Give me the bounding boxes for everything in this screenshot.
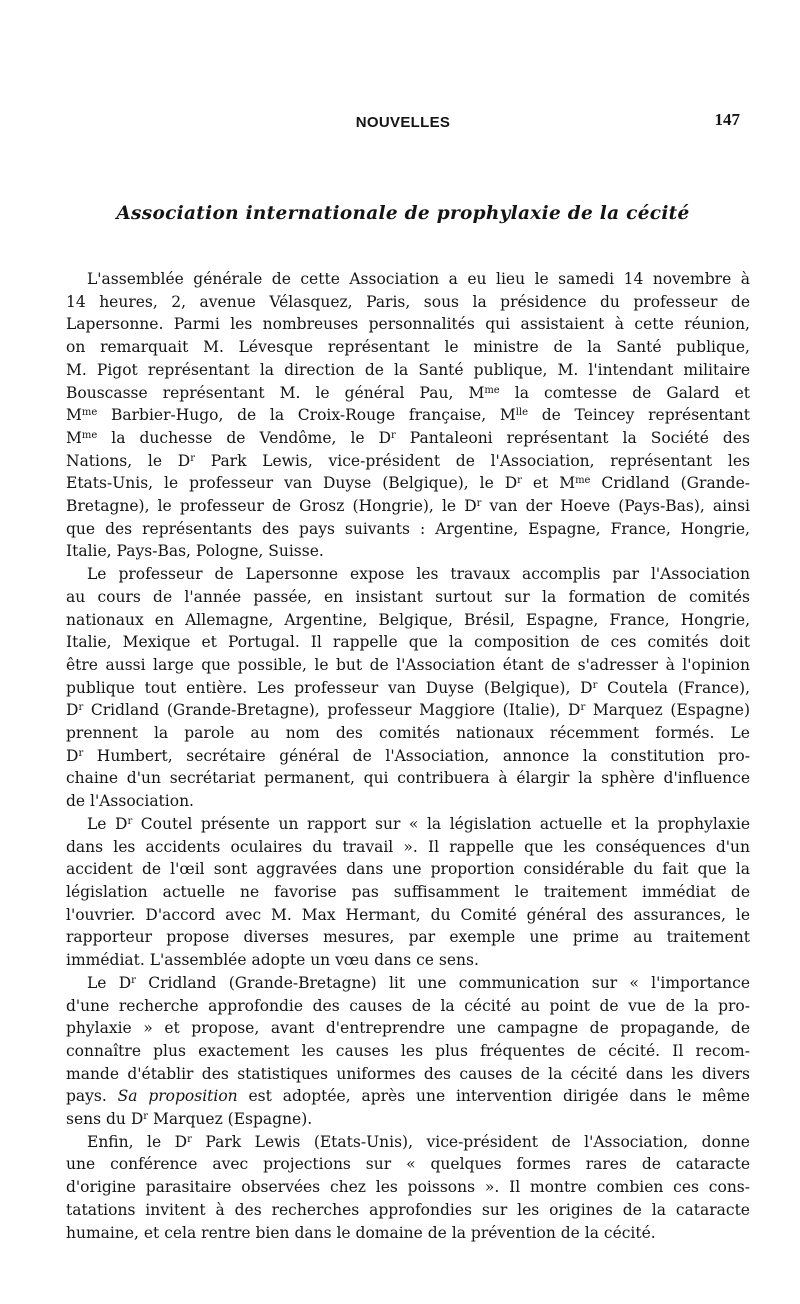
superscript: r [391,429,396,441]
text-line: nationaux en Allemagne, Argentine, Belgique, Brésil, Espagne, France, Hongrie, [66,610,750,629]
text-line: L'assemblée générale de cette Association a eu lieu le samedi 14 novembre à [87,270,750,288]
superscript: r [131,974,136,986]
text-line: 14 heures, 2, avenue Vélasquez, Paris, sous la présidence du professeur de [66,292,750,311]
text-line: $M^{me}$ Barbier-Hugo, de la Croix-Rouge française, $M^{lle}$ de Teincey représentant [66,406,750,425]
text-line: Italie, Pays-Bas, Pologne, Suisse. [66,542,324,561]
superscript: r [187,1133,192,1145]
article-title: Association internationale de prophylaxie de la cécité [116,203,690,224]
text-line: rapporteur propose diverses mesures, par exemple une prime au traitement [66,928,750,947]
text-line: législation actuelle ne favorise pas suffisamment le traitement immédiat de [66,882,750,901]
text-line: humaine, et cela rentre bien dans le domaine de la prévention de la cécité. [66,1223,656,1242]
superscript: me [81,429,98,441]
superscript: r [127,815,133,827]
text-line: phylaxie » et propose, avant d'entreprendre une campagne de propagande, de [66,1019,750,1038]
text-line: Le professeur de Lapersonne expose les travaux accomplis par l'Association [87,565,750,584]
text-line: sens du $D^r$ Marquez (Espagne). [66,1110,313,1129]
text-line: l'ouvrier. D'accord avec M. Max Hermant, du Comité général des assurances, le [66,905,750,924]
text-line: Le $D^r$ Cridland (Grande-Bretagne) lit une communication sur « l'importance [87,973,750,992]
text-line: $D^r$ Cridland (Grande-Bretagne), professeur Maggiore (Italie), $D^r$ Marquez (Espagne) [66,701,750,720]
text-line: tatations invitent à des recherches approfondies sur les origines de la cataracte [66,1200,750,1219]
text-line: publique tout entière. Les professeur van Duyse (Belgique), $D^r$ Coutela (France), [66,678,750,697]
text-line: chaine d'un secrétariat permanent, qui contribuera à élargir la sphère d'influence [66,769,750,788]
superscript: r [592,679,598,691]
text-line: mande d'établir des statistiques uniformes des causes de la cécité dans les divers [66,1064,750,1083]
text-line: que des représentants des pays suivants : Argentine, Espagne, France, Hongrie, [66,519,750,538]
running-title: NOUVELLES [355,114,451,131]
text-line: M. Pigot représentant la direction de la Santé publique, M. l'intendant militaire [66,360,750,379]
text-line: on remarquait M. Lévesque représentant le ministre de la Santé publique, [66,338,750,357]
text-line: une conférence avec projections sur « quelques formes rares de cataracte [66,1155,750,1174]
text-line: d'origine parasitaire observées chez les poissons ». Il montre combien ces cons- [66,1178,750,1197]
superscript: lle [515,407,529,419]
paragraph [66,972,750,1131]
superscript: me [81,407,98,419]
text-line: Bretagne), le professeur de Grosz (Hongrie), le $D^r$ van der Hoeve (Pays-Bas), ainsi [66,497,750,516]
paragraph [66,1131,750,1245]
text-line: $M^{me}$ la duchesse de Vendôme, le $D^r$ Pantaleoni représentant la Société des [66,428,750,447]
text-line: Enfin, le $D^r$ Park Lewis (Etats-Unis), vice-président de l'Association, donne [87,1132,750,1151]
text-line: Lapersonne. Parmi les nombreuses personnalités qui assistaient à cette réunion, [66,315,750,334]
article-body [66,268,750,1244]
text-line: immédiat. L'assemblée adopte un vœu dans ce sens. [66,951,479,970]
superscript: r [78,747,84,759]
text-line: prennent la parole au nom des comités nationaux récemment formés. Le [66,724,750,743]
text-line: être aussi large que possible, le but de l'Association étant de s'adresser à l'opinion [66,655,750,674]
paragraph [66,813,750,972]
text-line: connaître plus exactement les causes les plus fréquentes de cécité. Il recom- [66,1041,750,1060]
page-number: 147 [714,110,740,129]
italic-text: Sa proposition [117,1087,238,1106]
text-line: dans les accidents oculaires du travail ». Il rappelle que les conséquences d'un [66,837,750,856]
superscript: me [484,384,500,396]
text-line: au cours de l'année passée, en insistant surtout sur la formation de comités [66,587,750,606]
text-line: Etats-Unis, le professeur van Duyse (Belgique), le $D^r$ et $M^{me}$ Cridland (Grande- [66,474,750,493]
superscript: r [517,475,522,487]
text-line: Italie, Mexique et Portugal. Il rappelle que la composition de ces comités doit [66,633,750,652]
superscript: r [190,452,195,464]
superscript: r [580,702,586,714]
text-line: Bouscasse représentant M. le général Pau, $M^{me}$ la comtesse de Galard et [66,383,750,402]
text-line: Le $D^r$ Coutel présente un rapport sur « la législation actuelle et la prophylaxie [87,814,750,833]
superscript: r [143,1111,149,1123]
text-line: pays. Sa proposition est adoptée, après une intervention dirigée dans le même [66,1087,750,1106]
superscript: r [78,702,84,714]
text-line: d'une recherche approfondie des causes de la cécité au point de vue de la pro- [66,996,750,1015]
superscript: me [575,475,591,487]
text-line: de l'Association. [66,792,194,811]
running-head [66,110,740,136]
superscript: r [476,498,482,510]
text-line: Nations, le $D^r$ Park Lewis, vice-président de l'Association, représentant les [66,451,750,470]
text-line: $D^r$ Humbert, secrétaire général de l'Association, annonce la constitution pro- [66,746,750,765]
paragraph [66,268,750,563]
text-line: accident de l'œil sont aggravées dans une proportion considérable du fait que la [66,860,750,879]
paragraph [66,563,750,813]
